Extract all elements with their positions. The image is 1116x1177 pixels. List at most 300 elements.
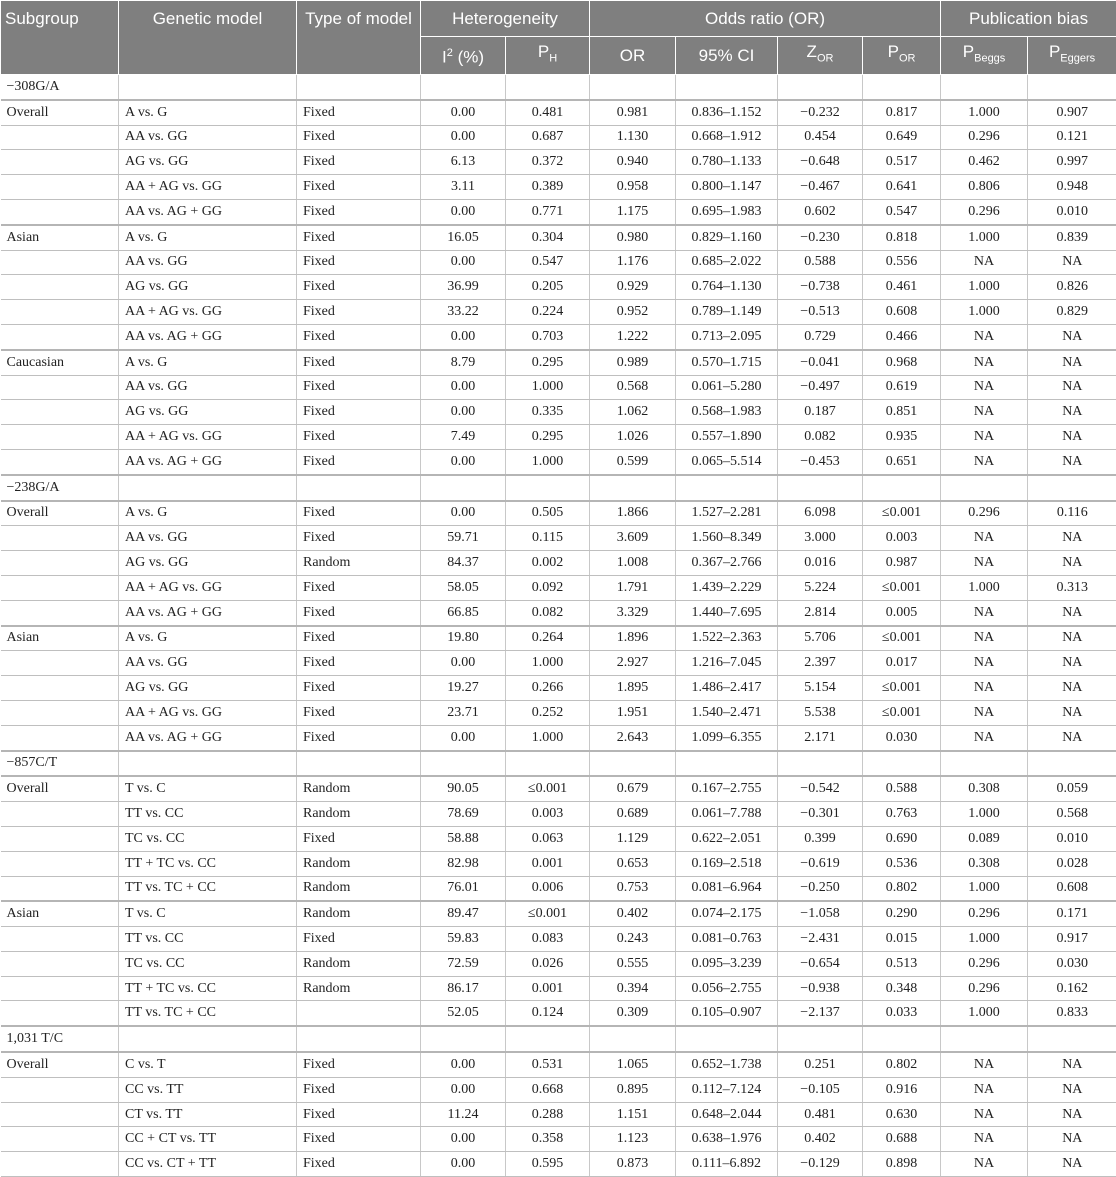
cell-por: 0.690 xyxy=(863,826,941,851)
cell-i2: 86.17 xyxy=(421,976,506,1001)
cell-peggers: NA xyxy=(1028,551,1116,576)
cell-ci: 0.112–7.124 xyxy=(676,1077,778,1102)
cell-por: 0.517 xyxy=(863,150,941,175)
cell-pbeggs: NA xyxy=(941,375,1028,400)
cell-zor: 0.399 xyxy=(778,826,863,851)
cell-peggers: 0.010 xyxy=(1028,199,1116,224)
cell-or: 0.753 xyxy=(590,876,676,901)
cell-ci: 0.367–2.766 xyxy=(676,551,778,576)
cell-model-type xyxy=(297,475,421,501)
cell-pbeggs: 1.000 xyxy=(941,100,1028,125)
cell-zor: 5.154 xyxy=(778,676,863,701)
cell-ci: 1.527–2.281 xyxy=(676,501,778,526)
cell-genetic-model: A vs. G xyxy=(119,501,297,526)
cell-or: 1.896 xyxy=(590,626,676,651)
cell-or: 0.952 xyxy=(590,300,676,325)
cell-subgroup: −308G/A xyxy=(1,75,119,100)
cell-peggers: 0.839 xyxy=(1028,225,1116,250)
cell-pbeggs: NA xyxy=(941,551,1028,576)
cell-model-type: Random xyxy=(297,802,421,827)
cell-genetic-model: AA vs. AG + GG xyxy=(119,449,297,474)
cell-subgroup: Overall xyxy=(1,501,119,526)
cell-subgroup xyxy=(1,449,119,474)
cell-ci: 0.081–0.763 xyxy=(676,927,778,952)
cell-genetic-model: TT vs. TC + CC xyxy=(119,876,297,901)
cell-subgroup: Asian xyxy=(1,901,119,926)
cell-genetic-model: AA + AG vs. GG xyxy=(119,575,297,600)
cell-ph: 0.295 xyxy=(506,350,590,375)
cell-ci: 0.638–1.976 xyxy=(676,1127,778,1152)
cell-zor: −0.232 xyxy=(778,100,863,125)
cell-pbeggs xyxy=(941,75,1028,100)
cell-por: 0.556 xyxy=(863,250,941,275)
cell-or xyxy=(590,475,676,501)
cell-or: 1.895 xyxy=(590,676,676,701)
cell-i2: 7.49 xyxy=(421,425,506,450)
table-row xyxy=(1,725,1116,750)
cell-or: 0.958 xyxy=(590,175,676,200)
cell-zor: 0.454 xyxy=(778,125,863,150)
cell-i2: 0.00 xyxy=(421,125,506,150)
cell-por: 0.547 xyxy=(863,199,941,224)
table-row xyxy=(1,676,1116,701)
cell-or xyxy=(590,1026,676,1052)
cell-model-type: Fixed xyxy=(297,501,421,526)
cell-genetic-model: T vs. C xyxy=(119,901,297,926)
table-row xyxy=(1,324,1116,349)
cell-subgroup xyxy=(1,700,119,725)
cell-ph: 0.288 xyxy=(506,1102,590,1127)
header-or: OR xyxy=(590,37,676,75)
cell-model-type: Fixed xyxy=(297,425,421,450)
cell-peggers: NA xyxy=(1028,1052,1116,1077)
cell-or: 0.402 xyxy=(590,901,676,926)
cell-or xyxy=(590,751,676,777)
cell-genetic-model: T vs. C xyxy=(119,776,297,801)
cell-ci: 0.105–0.907 xyxy=(676,1001,778,1026)
cell-ph: 1.000 xyxy=(506,725,590,750)
table-row xyxy=(1,600,1116,625)
cell-subgroup xyxy=(1,300,119,325)
cell-genetic-model: CC + CT vs. TT xyxy=(119,1127,297,1152)
cell-peggers: 0.568 xyxy=(1028,802,1116,827)
cell-subgroup xyxy=(1,876,119,901)
cell-i2: 58.88 xyxy=(421,826,506,851)
cell-ph: 0.002 xyxy=(506,551,590,576)
cell-ph: 0.224 xyxy=(506,300,590,325)
cell-genetic-model: TT vs. TC + CC xyxy=(119,1001,297,1026)
cell-subgroup xyxy=(1,275,119,300)
cell-pbeggs: NA xyxy=(941,324,1028,349)
table-row xyxy=(1,901,1116,926)
cell-ci: 0.081–6.964 xyxy=(676,876,778,901)
cell-peggers: NA xyxy=(1028,324,1116,349)
cell-pbeggs: 1.000 xyxy=(941,876,1028,901)
cell-genetic-model: AA vs. GG xyxy=(119,526,297,551)
cell-subgroup: Asian xyxy=(1,225,119,250)
cell-model-type: Fixed xyxy=(297,449,421,474)
cell-por: 0.649 xyxy=(863,125,941,150)
cell-peggers: NA xyxy=(1028,449,1116,474)
header-publication-bias: Publication bias xyxy=(941,1,1116,37)
cell-genetic-model: TT vs. CC xyxy=(119,927,297,952)
cell-pbeggs: 0.296 xyxy=(941,976,1028,1001)
cell-i2: 8.79 xyxy=(421,350,506,375)
cell-genetic-model: AA vs. GG xyxy=(119,375,297,400)
cell-por: 0.461 xyxy=(863,275,941,300)
cell-i2: 19.27 xyxy=(421,676,506,701)
cell-por: 0.802 xyxy=(863,1052,941,1077)
cell-genetic-model: AA + AG vs. GG xyxy=(119,175,297,200)
cell-ph: 0.531 xyxy=(506,1052,590,1077)
table-row xyxy=(1,375,1116,400)
cell-model-type: Random xyxy=(297,901,421,926)
cell-or: 2.927 xyxy=(590,651,676,676)
cell-por: 0.898 xyxy=(863,1152,941,1177)
cell-ci: 0.829–1.160 xyxy=(676,225,778,250)
cell-ph: 0.082 xyxy=(506,600,590,625)
cell-genetic-model: AA vs. GG xyxy=(119,651,297,676)
cell-i2: 0.00 xyxy=(421,1127,506,1152)
cell-pbeggs: 0.296 xyxy=(941,501,1028,526)
cell-subgroup: −238G/A xyxy=(1,475,119,501)
cell-genetic-model: AA vs. AG + GG xyxy=(119,725,297,750)
cell-ph: 0.001 xyxy=(506,851,590,876)
cell-peggers: 0.829 xyxy=(1028,300,1116,325)
table-row xyxy=(1,776,1116,801)
cell-or: 1.129 xyxy=(590,826,676,851)
header-ph: $P_H$ xyxy=(506,37,590,75)
cell-zor: 6.098 xyxy=(778,501,863,526)
cell-pbeggs: NA xyxy=(941,1077,1028,1102)
cell-subgroup xyxy=(1,826,119,851)
cell-ph: ≤0.001 xyxy=(506,776,590,801)
cell-zor: −1.058 xyxy=(778,901,863,926)
cell-por: 0.015 xyxy=(863,927,941,952)
cell-por xyxy=(863,475,941,501)
cell-subgroup xyxy=(1,250,119,275)
cell-ph xyxy=(506,751,590,777)
cell-model-type: Random xyxy=(297,876,421,901)
cell-peggers: NA xyxy=(1028,425,1116,450)
cell-por: 0.851 xyxy=(863,400,941,425)
cell-por: 0.987 xyxy=(863,551,941,576)
cell-i2: 36.99 xyxy=(421,275,506,300)
cell-por: 0.817 xyxy=(863,100,941,125)
cell-pbeggs: NA xyxy=(941,1052,1028,1077)
cell-por: 0.466 xyxy=(863,324,941,349)
cell-peggers: 0.030 xyxy=(1028,951,1116,976)
cell-or: 1.008 xyxy=(590,551,676,576)
cell-por: 0.968 xyxy=(863,350,941,375)
cell-i2: 82.98 xyxy=(421,851,506,876)
cell-por: ≤0.001 xyxy=(863,626,941,651)
cell-ci: 1.440–7.695 xyxy=(676,600,778,625)
cell-por: 0.651 xyxy=(863,449,941,474)
cell-model-type: Fixed xyxy=(297,175,421,200)
table-row xyxy=(1,199,1116,224)
cell-genetic-model: AA + AG vs. GG xyxy=(119,700,297,725)
cell-pbeggs: NA xyxy=(941,526,1028,551)
table-body xyxy=(1,75,1116,1177)
cell-model-type: Fixed xyxy=(297,526,421,551)
cell-i2: 59.83 xyxy=(421,927,506,952)
cell-por: 0.619 xyxy=(863,375,941,400)
cell-model-type: Fixed xyxy=(297,300,421,325)
cell-genetic-model: A vs. G xyxy=(119,100,297,125)
cell-zor: −0.467 xyxy=(778,175,863,200)
cell-zor: −0.654 xyxy=(778,951,863,976)
cell-i2 xyxy=(421,751,506,777)
cell-genetic-model: AA vs. GG xyxy=(119,125,297,150)
cell-i2: 0.00 xyxy=(421,400,506,425)
cell-ph: 0.264 xyxy=(506,626,590,651)
cell-ci: 0.568–1.983 xyxy=(676,400,778,425)
cell-pbeggs xyxy=(941,475,1028,501)
cell-ci: 1.560–8.349 xyxy=(676,526,778,551)
cell-ci xyxy=(676,1026,778,1052)
cell-subgroup xyxy=(1,802,119,827)
cell-model-type: Random xyxy=(297,851,421,876)
cell-peggers: 0.059 xyxy=(1028,776,1116,801)
cell-pbeggs: 0.296 xyxy=(941,199,1028,224)
header-i2: $I^2$ (%) xyxy=(421,37,506,75)
cell-i2: 78.69 xyxy=(421,802,506,827)
cell-ci xyxy=(676,751,778,777)
cell-peggers: 0.162 xyxy=(1028,976,1116,1001)
cell-peggers: NA xyxy=(1028,400,1116,425)
cell-zor: 2.397 xyxy=(778,651,863,676)
cell-ci: 0.065–5.514 xyxy=(676,449,778,474)
cell-zor: 0.481 xyxy=(778,1102,863,1127)
cell-ph: 0.304 xyxy=(506,225,590,250)
cell-ph: 0.026 xyxy=(506,951,590,976)
cell-genetic-model: AG vs. GG xyxy=(119,275,297,300)
cell-or: 3.329 xyxy=(590,600,676,625)
table-row xyxy=(1,700,1116,725)
cell-model-type: Fixed xyxy=(297,400,421,425)
cell-model-type: Fixed xyxy=(297,1127,421,1152)
cell-model-type: Fixed xyxy=(297,676,421,701)
cell-zor xyxy=(778,751,863,777)
cell-i2: 0.00 xyxy=(421,100,506,125)
table-row xyxy=(1,175,1116,200)
cell-ci: 0.570–1.715 xyxy=(676,350,778,375)
cell-por: 0.017 xyxy=(863,651,941,676)
cell-zor: −0.542 xyxy=(778,776,863,801)
cell-genetic-model: A vs. G xyxy=(119,350,297,375)
cell-or: 1.175 xyxy=(590,199,676,224)
cell-genetic-model: AG vs. GG xyxy=(119,551,297,576)
cell-or: 0.394 xyxy=(590,976,676,1001)
cell-zor: −0.513 xyxy=(778,300,863,325)
cell-ph: 0.481 xyxy=(506,100,590,125)
table-row xyxy=(1,1152,1116,1177)
cell-model-type: Random xyxy=(297,551,421,576)
cell-zor: −2.137 xyxy=(778,1001,863,1026)
cell-ph: 0.092 xyxy=(506,575,590,600)
cell-i2: 89.47 xyxy=(421,901,506,926)
cell-i2: 6.13 xyxy=(421,150,506,175)
cell-pbeggs: 0.806 xyxy=(941,175,1028,200)
cell-or: 0.679 xyxy=(590,776,676,801)
cell-model-type xyxy=(297,1001,421,1026)
cell-ph: 0.595 xyxy=(506,1152,590,1177)
cell-subgroup: Overall xyxy=(1,776,119,801)
cell-zor: 5.538 xyxy=(778,700,863,725)
cell-ph: 0.115 xyxy=(506,526,590,551)
table-row xyxy=(1,250,1116,275)
cell-i2: 59.71 xyxy=(421,526,506,551)
table-row xyxy=(1,1102,1116,1127)
cell-genetic-model: TC vs. CC xyxy=(119,826,297,851)
cell-por: 0.802 xyxy=(863,876,941,901)
cell-genetic-model: AG vs. GG xyxy=(119,676,297,701)
cell-peggers: NA xyxy=(1028,700,1116,725)
header-95-ci: 95% CI xyxy=(676,37,778,75)
cell-ci xyxy=(676,475,778,501)
cell-ci xyxy=(676,75,778,100)
cell-i2 xyxy=(421,1026,506,1052)
cell-por: 0.630 xyxy=(863,1102,941,1127)
cell-peggers xyxy=(1028,1026,1116,1052)
cell-pbeggs xyxy=(941,751,1028,777)
cell-peggers: 0.826 xyxy=(1028,275,1116,300)
cell-subgroup xyxy=(1,1152,119,1177)
cell-pbeggs: 1.000 xyxy=(941,225,1028,250)
cell-zor: −0.453 xyxy=(778,449,863,474)
cell-genetic-model: TT vs. CC xyxy=(119,802,297,827)
cell-subgroup: −857C/T xyxy=(1,751,119,777)
cell-or: 0.555 xyxy=(590,951,676,976)
cell-or: 1.026 xyxy=(590,425,676,450)
cell-model-type: Fixed xyxy=(297,626,421,651)
table-row xyxy=(1,802,1116,827)
cell-or: 1.951 xyxy=(590,700,676,725)
cell-pbeggs: NA xyxy=(941,400,1028,425)
cell-subgroup xyxy=(1,150,119,175)
cell-i2: 58.05 xyxy=(421,575,506,600)
cell-zor: 2.171 xyxy=(778,725,863,750)
cell-zor: −0.230 xyxy=(778,225,863,250)
cell-i2: 0.00 xyxy=(421,501,506,526)
cell-model-type: Fixed xyxy=(297,275,421,300)
cell-model-type: Fixed xyxy=(297,1102,421,1127)
cell-ph: 0.335 xyxy=(506,400,590,425)
cell-peggers: 0.997 xyxy=(1028,150,1116,175)
cell-model-type xyxy=(297,1026,421,1052)
cell-zor xyxy=(778,75,863,100)
cell-ci: 1.540–2.471 xyxy=(676,700,778,725)
cell-pbeggs: NA xyxy=(941,425,1028,450)
table-row xyxy=(1,350,1116,375)
cell-ph: 0.003 xyxy=(506,802,590,827)
cell-ph: 0.006 xyxy=(506,876,590,901)
cell-por: 0.348 xyxy=(863,976,941,1001)
cell-pbeggs: 1.000 xyxy=(941,927,1028,952)
cell-genetic-model: AA vs. AG + GG xyxy=(119,324,297,349)
cell-genetic-model: AA + AG vs. GG xyxy=(119,300,297,325)
cell-peggers: 0.907 xyxy=(1028,100,1116,125)
cell-or: 1.062 xyxy=(590,400,676,425)
cell-zor: −0.041 xyxy=(778,350,863,375)
cell-or: 1.791 xyxy=(590,575,676,600)
cell-or: 0.895 xyxy=(590,1077,676,1102)
cell-genetic-model: C vs. T xyxy=(119,1052,297,1077)
table-row xyxy=(1,951,1116,976)
cell-peggers xyxy=(1028,751,1116,777)
cell-genetic-model xyxy=(119,1026,297,1052)
cell-or: 0.980 xyxy=(590,225,676,250)
cell-por: ≤0.001 xyxy=(863,676,941,701)
cell-ci: 0.557–1.890 xyxy=(676,425,778,450)
cell-i2: 66.85 xyxy=(421,600,506,625)
cell-subgroup: Asian xyxy=(1,626,119,651)
cell-pbeggs: 0.089 xyxy=(941,826,1028,851)
cell-pbeggs: NA xyxy=(941,725,1028,750)
cell-peggers: 0.010 xyxy=(1028,826,1116,851)
cell-or xyxy=(590,75,676,100)
cell-peggers: NA xyxy=(1028,526,1116,551)
cell-por: 0.608 xyxy=(863,300,941,325)
cell-zor: 0.402 xyxy=(778,1127,863,1152)
cell-i2: 52.05 xyxy=(421,1001,506,1026)
cell-model-type: Random xyxy=(297,976,421,1001)
cell-i2: 16.05 xyxy=(421,225,506,250)
cell-or: 0.243 xyxy=(590,927,676,952)
cell-pbeggs: NA xyxy=(941,1127,1028,1152)
cell-peggers: 0.917 xyxy=(1028,927,1116,952)
cell-ph: 0.001 xyxy=(506,976,590,1001)
cell-model-type: Fixed xyxy=(297,1052,421,1077)
cell-ci: 0.622–2.051 xyxy=(676,826,778,851)
cell-peggers: NA xyxy=(1028,1152,1116,1177)
table-row xyxy=(1,1127,1116,1152)
cell-por: 0.290 xyxy=(863,901,941,926)
cell-ci: 0.695–1.983 xyxy=(676,199,778,224)
cell-subgroup xyxy=(1,927,119,952)
cell-pbeggs: NA xyxy=(941,600,1028,625)
table-row xyxy=(1,575,1116,600)
cell-model-type: Fixed xyxy=(297,225,421,250)
cell-pbeggs: NA xyxy=(941,250,1028,275)
cell-ci: 0.056–2.755 xyxy=(676,976,778,1001)
cell-ci: 0.061–5.280 xyxy=(676,375,778,400)
cell-genetic-model: AA vs. GG xyxy=(119,250,297,275)
header-genetic-model: Genetic model xyxy=(119,1,297,75)
cell-subgroup xyxy=(1,851,119,876)
cell-or: 0.981 xyxy=(590,100,676,125)
cell-ci: 1.486–2.417 xyxy=(676,676,778,701)
cell-or: 0.599 xyxy=(590,449,676,474)
cell-ci: 0.074–2.175 xyxy=(676,901,778,926)
cell-por: 0.916 xyxy=(863,1077,941,1102)
table-row xyxy=(1,1077,1116,1102)
cell-ph: 0.358 xyxy=(506,1127,590,1152)
cell-ph: 0.389 xyxy=(506,175,590,200)
cell-ci: 0.713–2.095 xyxy=(676,324,778,349)
cell-zor: −0.497 xyxy=(778,375,863,400)
cell-peggers: 0.833 xyxy=(1028,1001,1116,1026)
cell-pbeggs: NA xyxy=(941,449,1028,474)
cell-ph: 1.000 xyxy=(506,449,590,474)
cell-ph xyxy=(506,475,590,501)
cell-i2: 0.00 xyxy=(421,1152,506,1177)
cell-ci: 0.780–1.133 xyxy=(676,150,778,175)
table-row xyxy=(1,626,1116,651)
cell-zor xyxy=(778,475,863,501)
cell-peggers: NA xyxy=(1028,350,1116,375)
